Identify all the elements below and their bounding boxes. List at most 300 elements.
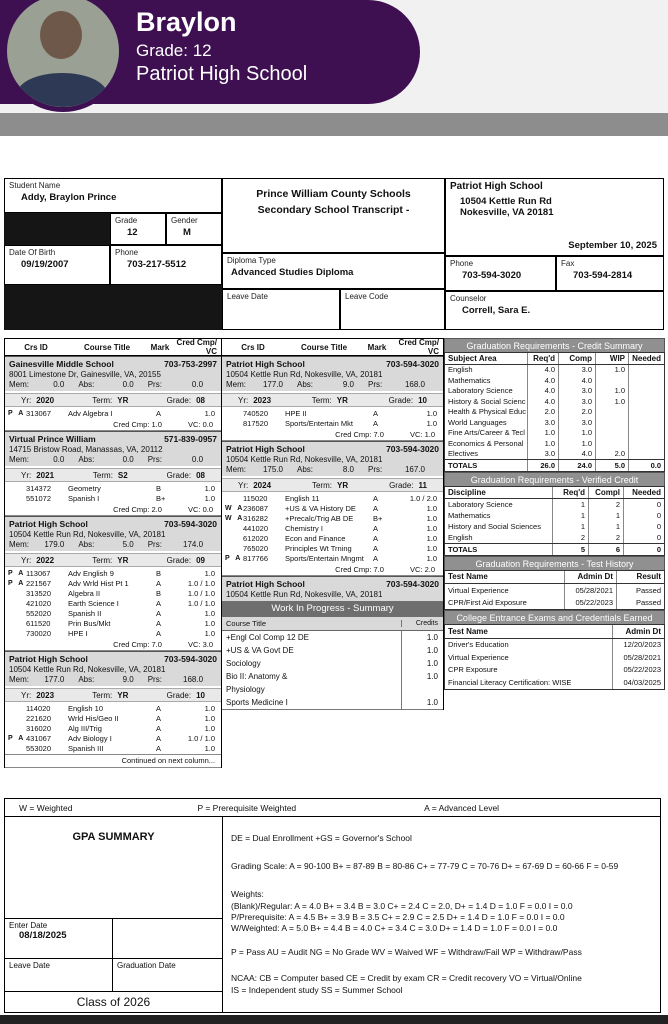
note-prerequisite-weights: P/Prerequisite: A = 4.5 B+ = 3.9 B = 3.5 C+ = 2.9 C = 2.5 D+ = 1.4 D = 1.0 F = 0.0 I = 0.0 xyxy=(231,911,565,922)
legend-bar xyxy=(4,798,661,817)
cred-cmp-value: 2.0 xyxy=(151,505,162,514)
grade-value: 09 xyxy=(196,555,205,565)
credit-summary-row xyxy=(445,438,664,449)
school-address: 10504 Kettle Run Rd, Nokesville, VA, 20181 xyxy=(226,370,383,379)
course-id: 765020 xyxy=(243,544,269,553)
student-first-name: Braylon xyxy=(136,7,237,37)
vc-label: VC: xyxy=(187,640,201,649)
banner-text xyxy=(136,7,307,87)
graduation-date-cell xyxy=(113,959,222,991)
grade-value: 12 xyxy=(127,227,138,238)
note-ncaa: NCAA: CB = Computer based CE = Credit by exam CR = Credit recovery VO = Virtual/Online xyxy=(231,973,582,984)
term-label: Term: xyxy=(311,395,332,405)
course-id: 612020 xyxy=(243,534,269,543)
credit-summary-row xyxy=(445,407,664,418)
course-cred: 1.0 xyxy=(204,619,215,628)
note-weights-title: Weights: xyxy=(231,889,264,900)
credit-summary-row xyxy=(445,417,664,428)
school-band xyxy=(222,356,443,391)
test-name: Driver's Education xyxy=(448,640,509,650)
course-id: 314372 xyxy=(26,484,52,493)
course-flags: W A xyxy=(225,515,245,522)
prs-value: 167.0 xyxy=(404,465,425,474)
test-history-colhead xyxy=(445,571,664,585)
compl: 2 xyxy=(588,499,623,510)
col-wip: WIP xyxy=(595,353,628,364)
vc-value: 0.0 xyxy=(202,420,213,429)
vc xyxy=(188,420,213,429)
yr-value: 2023 xyxy=(36,690,55,700)
test-history-row xyxy=(445,597,664,610)
comp: 3.0 xyxy=(558,396,595,407)
comp: 3.0 xyxy=(558,386,595,397)
credit-summary-header: Graduation Requirements - Credit Summary xyxy=(444,338,665,352)
diploma-label: Diploma Type xyxy=(227,256,276,265)
cred-cmp-label: Cred Cmp: xyxy=(335,430,372,439)
prs-label: Prs: xyxy=(147,455,162,464)
term-group xyxy=(92,396,128,405)
college-row xyxy=(445,651,664,664)
subject: History & Social Scienc xyxy=(448,396,526,406)
col-comp: Comp xyxy=(558,353,595,364)
term-label: Term: xyxy=(311,480,332,490)
term-value: YR xyxy=(336,480,349,490)
course-flags: P A xyxy=(225,555,243,562)
school-phone: 703-753-2997 xyxy=(164,359,217,369)
school-phone: 703-594-3020 xyxy=(164,519,217,529)
mem-label: Mem: xyxy=(9,380,29,389)
wip xyxy=(595,375,628,386)
yr-label: Yr: xyxy=(21,690,32,700)
compl: 2 xyxy=(588,532,623,543)
yr-value: 2024 xyxy=(253,480,272,490)
comp: 1.0 xyxy=(558,438,595,449)
attendance-line xyxy=(9,540,217,549)
needed xyxy=(628,407,664,418)
course-id: 316282 xyxy=(243,514,269,523)
course-flags: P A xyxy=(8,735,26,742)
needed xyxy=(628,428,664,439)
course-row xyxy=(222,409,443,419)
mem-label: Mem: xyxy=(9,455,29,464)
report-date: September 10, 2025 xyxy=(568,240,657,252)
grade-label: Grade: xyxy=(166,555,192,565)
prs-label: Prs: xyxy=(147,675,162,684)
course-cred: 1.0 xyxy=(204,409,215,418)
course-id: 421020 xyxy=(26,599,52,608)
term-band xyxy=(5,553,221,567)
counselor-cell xyxy=(445,291,664,330)
course-mark: A xyxy=(373,544,379,553)
totals-needed: 0.0 xyxy=(628,460,664,471)
college-row xyxy=(445,664,664,677)
course-mark: A xyxy=(156,579,162,588)
course-id: 236087 xyxy=(243,504,269,513)
course-column-left xyxy=(4,338,222,768)
subject: Laboratory Science xyxy=(448,386,513,396)
discipline: Mathematics xyxy=(448,510,491,520)
course-mark: A xyxy=(156,724,162,733)
wip xyxy=(595,428,628,439)
school-address: 10504 Kettle Run Rd, Nokesville, VA, 20181 xyxy=(9,530,166,539)
needed xyxy=(628,365,664,376)
course-cred: 1.0 xyxy=(204,494,215,503)
abs-value: 9.0 xyxy=(122,675,134,684)
grade-value: 10 xyxy=(196,690,205,700)
course-mark: B+ xyxy=(156,494,166,503)
abs-value: 0.0 xyxy=(122,380,134,389)
verified-row xyxy=(445,532,664,543)
wip-row xyxy=(222,657,443,670)
subject: Economics & Personal xyxy=(448,438,524,448)
admin-dt: 12/20/2023 xyxy=(612,639,664,652)
term-value: S2 xyxy=(117,470,128,480)
comp: 3.0 xyxy=(558,417,595,428)
term-label: Term: xyxy=(92,555,113,565)
verified-colhead xyxy=(445,487,664,499)
prs-label: Prs: xyxy=(368,380,383,389)
course-mark: A xyxy=(373,494,379,503)
course-id: 221620 xyxy=(26,714,52,723)
course-mark: A xyxy=(373,419,379,428)
col-needed: Needed xyxy=(628,353,664,364)
reqd: 3.0 xyxy=(527,449,558,460)
course-id: 115020 xyxy=(243,494,268,503)
verified-totals xyxy=(445,543,664,555)
course-row xyxy=(222,504,443,514)
term-band xyxy=(5,468,221,482)
subject: Mathematics xyxy=(448,375,491,385)
course-title: +US & VA History DE xyxy=(285,504,356,513)
course-mark: B xyxy=(156,569,162,578)
course-column-middle xyxy=(222,338,444,710)
grade-cell xyxy=(110,213,166,245)
needed xyxy=(628,449,664,460)
abs-label: Abs: xyxy=(297,465,314,474)
grade-value: 11 xyxy=(418,480,427,490)
dob-label: Date Of Birth xyxy=(9,248,56,257)
college-exams-table xyxy=(444,624,665,690)
reqd: 1 xyxy=(552,499,588,510)
grade-group xyxy=(167,396,205,405)
course-title-header: Course Title xyxy=(83,342,131,352)
course-id: 551072 xyxy=(26,494,52,503)
wip xyxy=(595,417,628,428)
course-flags: P A xyxy=(8,580,26,587)
verified-credit-header: Graduation Requirements - Verified Credit xyxy=(444,472,665,486)
course-title: Alg III/Trig xyxy=(68,724,102,733)
term-band xyxy=(222,393,443,407)
gpa-summary-panel xyxy=(5,817,223,1012)
mem-value: 0.0 xyxy=(53,380,65,389)
reqd: 2 xyxy=(552,532,588,543)
grade-label: Grade: xyxy=(388,395,414,405)
note-independent-study: IS = Independent study SS = Summer School xyxy=(231,984,403,995)
divider-bar xyxy=(0,113,668,136)
student-photo xyxy=(2,0,124,112)
subject: Health & Physical Educ xyxy=(448,407,526,417)
cred-summary-line xyxy=(222,564,443,576)
admin-dt: 04/03/2025 xyxy=(612,676,664,689)
course-title: Spanish I xyxy=(68,494,100,503)
totals-compl: 6 xyxy=(588,544,623,555)
comp: 3.0 xyxy=(558,365,595,376)
course-row xyxy=(5,619,221,629)
test-name: CPR Exposure xyxy=(448,665,498,675)
reqd: 1.0 xyxy=(527,438,558,449)
course-title: English 11 xyxy=(285,494,320,503)
attendance-line xyxy=(226,380,439,389)
col-admin-dt: Admin Dt xyxy=(612,625,664,638)
comp: 4.0 xyxy=(558,449,595,460)
crs-id-header: Crs ID xyxy=(241,342,265,352)
course-id: 313520 xyxy=(26,589,52,598)
note-pass-audit: P = Pass AU = Audit NG = No Grade WV = Waived WF = Withdraw/Fail WP = Withdraw/Pass xyxy=(231,947,582,958)
course-cred: 1.0 xyxy=(204,744,215,753)
prs-value: 174.0 xyxy=(183,540,204,549)
school-name: Patriot High School xyxy=(226,579,305,589)
course-row xyxy=(222,419,443,429)
school-phone-value: 703-594-3020 xyxy=(462,270,522,281)
course-title: Wrld His/Geo II xyxy=(68,714,119,723)
course-row xyxy=(5,609,221,619)
college-colhead xyxy=(445,625,664,639)
course-row xyxy=(222,494,443,504)
prs-value: 0.0 xyxy=(191,380,204,389)
fax-cell xyxy=(556,256,664,291)
test-name: Virtual Experience xyxy=(448,585,509,595)
wip-row xyxy=(222,670,443,683)
wip-credit: 1.0 xyxy=(401,657,443,670)
test-name: CPR/First Aid Exposure xyxy=(448,598,527,608)
school-name: Gainesville Middle School xyxy=(9,359,114,369)
credit-summary-row xyxy=(445,449,664,460)
prs-value: 168.0 xyxy=(404,380,425,389)
course-id: 313067 xyxy=(26,409,52,418)
abs-value: 8.0 xyxy=(342,465,354,474)
course-cred: 1.0 xyxy=(204,484,215,493)
term-value: YR xyxy=(117,395,129,405)
verified-row xyxy=(445,521,664,532)
course-cred: 1.0 xyxy=(204,569,215,578)
wip: 1.0 xyxy=(595,365,628,376)
wip-course: Sports Medicine I xyxy=(226,698,288,707)
course-title: Sports/Entertain Mngmt xyxy=(285,554,364,563)
course-mark: B xyxy=(156,484,162,493)
result: Passed xyxy=(616,597,664,610)
wip-course: Physiology xyxy=(226,685,265,694)
discipline: Laboratory Science xyxy=(448,499,513,509)
totals-reqd: 26.0 xyxy=(527,460,558,471)
bottom-cropped-bar xyxy=(0,1015,668,1024)
yr-label: Yr: xyxy=(21,555,32,565)
district-title-cell xyxy=(222,178,445,253)
course-row xyxy=(5,589,221,599)
abs-label: Abs: xyxy=(78,675,95,684)
mark-header: Mark xyxy=(150,342,170,352)
test-history-header: Graduation Requirements - Test History xyxy=(444,556,665,570)
cred-cmp-label: Cred Cmp: xyxy=(113,420,150,429)
attendance-line xyxy=(9,675,217,684)
reqd: 1 xyxy=(552,521,588,532)
cred-cmp-label: Cred Cmp: xyxy=(113,640,150,649)
totals-label: TOTALS xyxy=(448,460,478,470)
counselor-label: Counselor xyxy=(450,294,487,303)
col-result: Result xyxy=(616,571,664,584)
yr-label: Yr: xyxy=(238,480,249,490)
course-cred: 1.0 xyxy=(204,629,215,638)
test-name: Virtual Experience xyxy=(448,652,509,662)
subject: English xyxy=(448,365,473,375)
mem-label: Mem: xyxy=(226,380,246,389)
cred-cmp-value: 7.0 xyxy=(373,565,384,574)
reqd: 4.0 xyxy=(527,386,558,397)
cred-cmp-value: 7.0 xyxy=(151,640,162,649)
subject: Electives xyxy=(448,449,479,459)
school-address-line2: Nokesville, VA 20181 xyxy=(460,207,554,219)
course-id: 114020 xyxy=(26,704,51,713)
course-mark: A xyxy=(156,609,162,618)
photo-head-shape xyxy=(40,11,82,59)
fax-value: 703-594-2814 xyxy=(573,270,633,281)
course-title: Geometry xyxy=(68,484,101,493)
verified-row xyxy=(445,499,664,510)
wip-header: Work In Progress - Summary xyxy=(222,601,443,617)
course-title: HPE I xyxy=(68,629,88,638)
col-reqd: Req'd xyxy=(552,487,588,498)
enter-date-label: Enter Date xyxy=(9,921,48,930)
cred-summary-line xyxy=(5,419,221,431)
course-column-header xyxy=(5,338,221,356)
crs-id-header: Crs ID xyxy=(24,342,48,352)
course-id: 441020 xyxy=(243,524,269,533)
footer-box xyxy=(4,817,661,1013)
cred-cmp-label: Cred Cmp: xyxy=(335,565,372,574)
credit-summary-totals xyxy=(445,459,664,471)
reqd: 4.0 xyxy=(527,365,558,376)
course-mark: A xyxy=(373,504,379,513)
col-compl: Compl xyxy=(588,487,623,498)
redacted-box xyxy=(4,285,222,330)
student-grade: Grade: 12 xyxy=(136,40,212,60)
school-address: 10504 Kettle Run Rd, Nokesville, VA, 20181 xyxy=(226,455,383,464)
term-band xyxy=(222,478,443,492)
cred-header: Cred Cmp/ VC xyxy=(398,338,439,356)
mem-label: Mem: xyxy=(226,465,246,474)
course-title: Principles Wt Trning xyxy=(285,544,352,553)
grade-value: 10 xyxy=(418,395,427,405)
school-phone-label: Phone xyxy=(450,259,474,268)
course-cred: 1.0 xyxy=(204,609,215,618)
credit-summary-row xyxy=(445,386,664,397)
yr-label: Yr: xyxy=(238,395,249,405)
course-row xyxy=(5,629,221,639)
school-name: Patriot High School xyxy=(9,519,88,529)
reqd: 4.0 xyxy=(527,396,558,407)
attendance-line xyxy=(226,465,439,474)
course-id: 553020 xyxy=(26,744,52,753)
school-band xyxy=(5,516,221,551)
col-needed: Needed xyxy=(623,487,664,498)
leave-date-cell xyxy=(222,289,340,330)
mem-label: Mem: xyxy=(9,675,29,684)
gender-cell xyxy=(166,213,222,245)
dob-value: 09/19/2007 xyxy=(21,259,69,270)
wip-course-title-header: Course Title xyxy=(226,619,267,628)
student-phone-value: 703-217-5512 xyxy=(127,259,187,270)
wip-credit xyxy=(401,683,443,696)
wip-column-header xyxy=(222,617,443,631)
school-band xyxy=(5,431,221,466)
gpa-summary-title: GPA SUMMARY xyxy=(72,831,155,843)
course-title: Econ and Finance xyxy=(285,534,346,543)
course-cred: 1.0 / 2.0 xyxy=(409,494,437,503)
wip: 1.0 xyxy=(595,386,628,397)
course-title: +Precalc/Trig AB DE xyxy=(285,514,354,523)
cred-cmp xyxy=(113,420,162,429)
admin-dt: 05/28/2021 xyxy=(612,651,664,664)
col-discipline: Discipline xyxy=(448,487,486,497)
yr-value: 2020 xyxy=(36,395,55,405)
mark-header: Mark xyxy=(367,342,387,352)
wip-row xyxy=(222,683,443,696)
course-id: 552020 xyxy=(26,609,52,618)
yr-label: Yr: xyxy=(21,395,32,405)
course-row xyxy=(5,484,221,494)
course-row xyxy=(222,544,443,554)
school-phone: 703-594-3020 xyxy=(386,579,439,589)
course-row xyxy=(222,514,443,524)
wip-row xyxy=(222,644,443,657)
mem-value: 0.0 xyxy=(53,455,65,464)
term-band xyxy=(5,393,221,407)
course-cred: 1.0 / 1.0 xyxy=(187,579,215,588)
vc-value: 2.0 xyxy=(424,565,435,574)
needed: 0 xyxy=(623,532,664,543)
course-title: Prin Bus/Mkt xyxy=(68,619,111,628)
admin-dt: 05/22/2023 xyxy=(564,597,616,610)
note-regular-weights: (Blank)/Regular: A = 4.0 B+ = 3.4 B = 3.0 C+ = 2.4 C = 2.0, D+ = 1.4 D = 1.0 F = 0.0 I = 0.0 xyxy=(231,900,573,911)
course-mark: A xyxy=(373,534,379,543)
course-mark: A xyxy=(156,714,162,723)
legend-weighted: W = Weighted xyxy=(19,802,73,813)
course-mark: A xyxy=(156,704,162,713)
course-title: Adv Algebra I xyxy=(68,409,113,418)
school-phone: 571-839-0957 xyxy=(164,434,217,444)
course-cred: 1.0 / 1.0 xyxy=(187,599,215,608)
student-school: Patriot High School xyxy=(136,62,308,85)
diploma-value: Advanced Studies Diploma xyxy=(231,267,354,278)
course-mark: A xyxy=(156,599,162,608)
leave-date-label: Leave Date xyxy=(9,961,50,970)
course-mark: A xyxy=(373,554,379,563)
graduation-date-label: Graduation Date xyxy=(117,961,176,970)
vc-value: 1.0 xyxy=(424,430,435,439)
course-cred: 1.0 xyxy=(204,714,215,723)
course-column-header xyxy=(222,338,443,356)
needed xyxy=(628,417,664,428)
course-row xyxy=(222,524,443,534)
course-mark: B xyxy=(156,589,162,598)
course-title: Sports/Entertain Mkt xyxy=(285,419,353,428)
leave-graduation-row xyxy=(5,958,222,991)
student-name-cell xyxy=(4,178,222,213)
dob-cell xyxy=(4,245,110,285)
compl: 1 xyxy=(588,521,623,532)
reqd: 4.0 xyxy=(527,375,558,386)
col-admin-dt: Admin Dt xyxy=(564,571,616,584)
school-address: 10504 Kettle Run Rd, Nokesville, VA, 20181 xyxy=(9,665,166,674)
